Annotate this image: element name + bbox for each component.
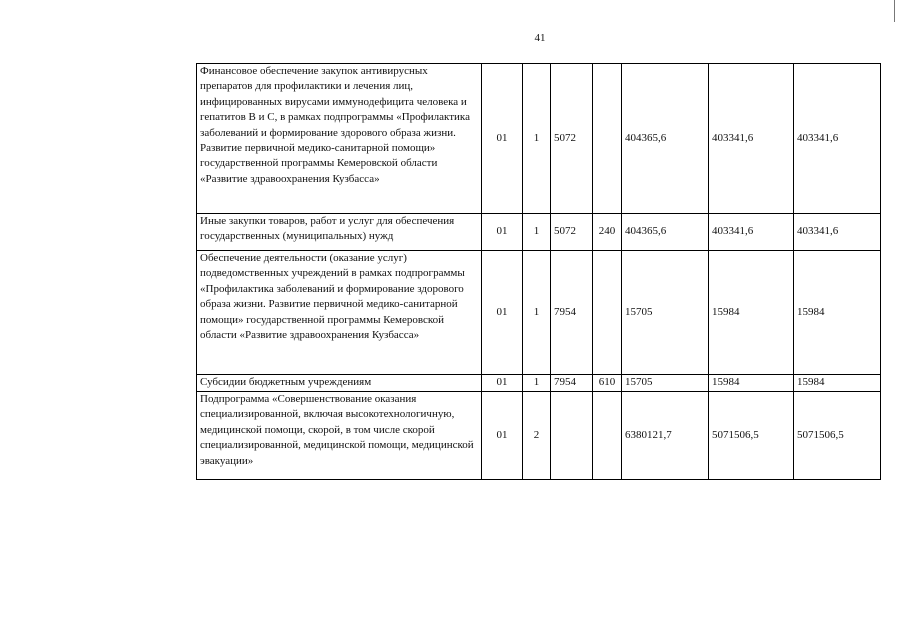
- subprogram-cell: 2: [523, 392, 551, 480]
- amount-year2-cell: 403341,6: [709, 214, 794, 251]
- amount-year1-cell: 404365,6: [622, 64, 709, 214]
- row-name-cell: Субсидии бюджетным учреждениям: [197, 375, 482, 392]
- expense-type-cell: [593, 392, 622, 480]
- expense-type-cell: 240: [593, 214, 622, 251]
- table-row: [197, 375, 881, 392]
- article-cell: 7954: [551, 251, 593, 375]
- table-row: [197, 392, 881, 480]
- expense-type-cell: [593, 64, 622, 214]
- amount-year2-cell: 15984: [709, 375, 794, 392]
- section-cell: 01: [482, 251, 523, 375]
- expense-type-cell: 610: [593, 375, 622, 392]
- subprogram-cell: 1: [523, 251, 551, 375]
- amount-year1-cell: 15705: [622, 251, 709, 375]
- expense-type-cell: [593, 251, 622, 375]
- section-cell: 01: [482, 375, 523, 392]
- amount-year1-cell: 15705: [622, 375, 709, 392]
- section-cell: 01: [482, 214, 523, 251]
- article-cell: 5072: [551, 214, 593, 251]
- subprogram-cell: 1: [523, 375, 551, 392]
- scan-edge-mark: [894, 0, 895, 22]
- amount-year3-cell: 403341,6: [794, 64, 881, 214]
- row-name-cell: Подпрограмма «Совершенствование оказания специализированной, включая высокотехнологичную, медицинской помощи, скорой, в том числе скорой специализированной, медицинской помощи, медицинской эвакуации»: [197, 392, 482, 480]
- row-name-cell: Финансовое обеспечение закупок антивирусных препаратов для профилактики и лечения лиц, инфицированных вирусами иммунодефицита человека и гепатитов В и С, в рамках подпрограммы «Профилактика заболеваний и формирование здорового образа жизни. Развитие первичной медико-санитарной помощи» государственной программы Кемеровской области «Развитие здравоохранения Кузбасса»: [197, 64, 482, 214]
- budget-table: [196, 63, 881, 480]
- row-name-cell: Обеспечение деятельности (оказание услуг) подведомственных учреждений в рамках подпрограммы «Профилактика заболеваний и формирование здорового образа жизни. Развитие первичной медико-санитарной помощи» государственной программы Кемеровской области «Развитие здравоохранения Кузбасса»: [197, 251, 482, 375]
- amount-year2-cell: 403341,6: [709, 64, 794, 214]
- amount-year3-cell: 403341,6: [794, 214, 881, 251]
- row-name-cell: Иные закупки товаров, работ и услуг для обеспечения государственных (муниципальных) нужд: [197, 214, 482, 251]
- amount-year2-cell: 5071506,5: [709, 392, 794, 480]
- table-row: [197, 251, 881, 375]
- amount-year2-cell: 15984: [709, 251, 794, 375]
- amount-year1-cell: 404365,6: [622, 214, 709, 251]
- section-cell: 01: [482, 64, 523, 214]
- subprogram-cell: 1: [523, 214, 551, 251]
- amount-year3-cell: 5071506,5: [794, 392, 881, 480]
- subprogram-cell: 1: [523, 64, 551, 214]
- article-cell: 5072: [551, 64, 593, 214]
- table-row: [197, 214, 881, 251]
- article-cell: 7954: [551, 375, 593, 392]
- section-cell: 01: [482, 392, 523, 480]
- amount-year3-cell: 15984: [794, 251, 881, 375]
- article-cell: [551, 392, 593, 480]
- page-number: 41: [534, 32, 546, 44]
- amount-year1-cell: 6380121,7: [622, 392, 709, 480]
- amount-year3-cell: 15984: [794, 375, 881, 392]
- table-row: [197, 64, 881, 214]
